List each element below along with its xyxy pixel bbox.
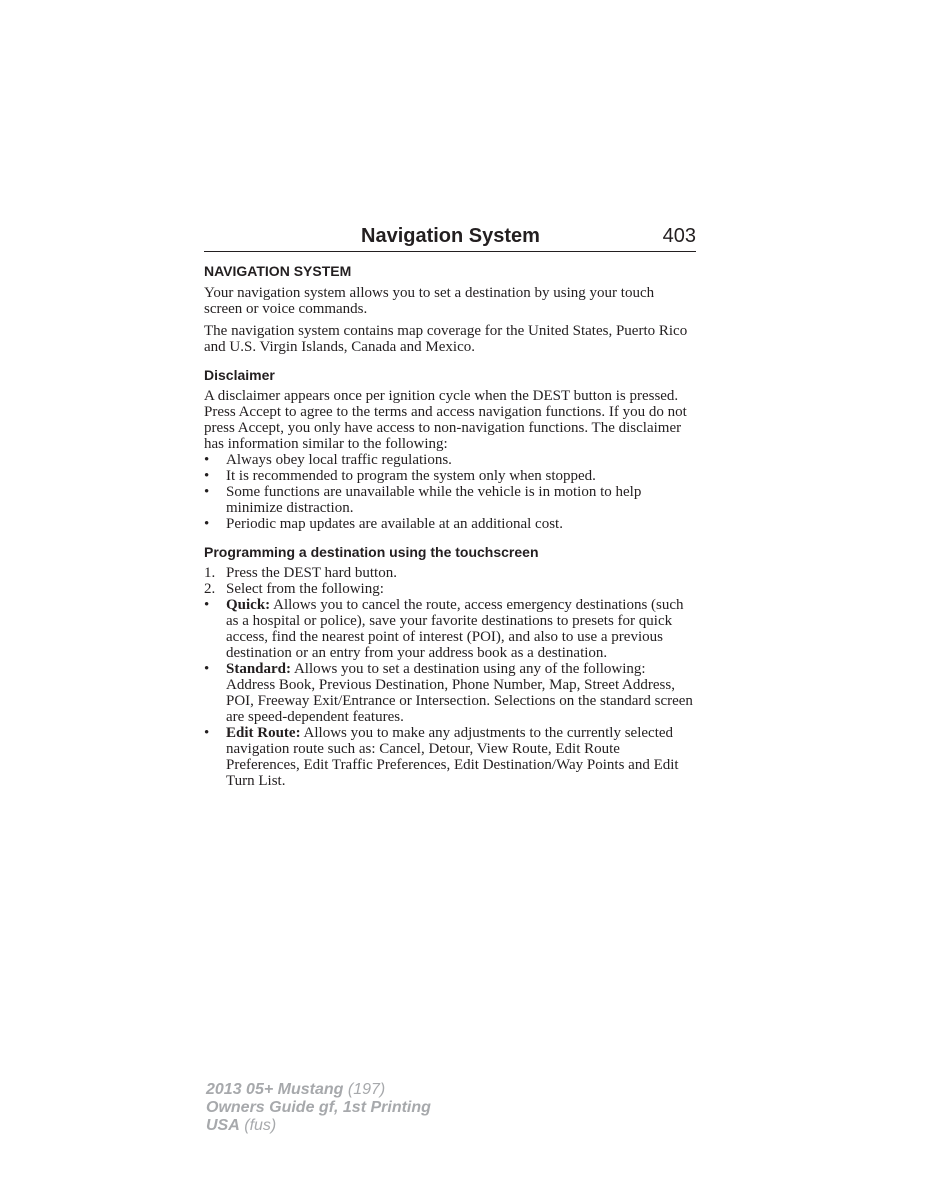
- list-item: [204, 484, 696, 516]
- programming-heading: Programming a destination using the touchscreen: [204, 544, 539, 560]
- bullet-icon: •: [204, 661, 210, 677]
- print-footer: [206, 1081, 431, 1135]
- option-item-quick: [204, 597, 696, 661]
- page-header: [204, 224, 696, 252]
- bullet-icon: •: [204, 516, 210, 532]
- steps-list: [204, 565, 696, 597]
- step-number: 1.: [204, 565, 216, 581]
- header-title: Navigation System: [361, 225, 540, 247]
- page-number: 403: [662, 225, 696, 247]
- section-heading: NAVIGATION SYSTEM: [204, 263, 352, 279]
- disclaimer-paragraph: A disclaimer appears once per ignition cycle when the DEST button is pressed. Press Accept to agree to the terms and access navigation functions. If you do not press Accept, you only have access to non-navigation functions. The disclaimer has information similar to the following:: [204, 388, 687, 452]
- list-item: [204, 452, 696, 468]
- bullet-icon: •: [204, 484, 210, 500]
- bullet-icon: •: [204, 468, 210, 484]
- step-number: 2.: [204, 581, 216, 597]
- options-list: [204, 597, 696, 789]
- footer-market-code: (fus): [244, 1117, 277, 1134]
- option-item-edit-route: [204, 725, 696, 789]
- bullet-icon: •: [204, 452, 210, 468]
- option-term: Standard:: [226, 661, 292, 677]
- list-item-text: Periodic map updates are available at an additional cost.: [226, 516, 563, 532]
- bullet-icon: •: [204, 725, 210, 741]
- step-item: [204, 581, 696, 597]
- disclaimer-heading: Disclaimer: [204, 367, 275, 383]
- bullet-icon: •: [204, 597, 210, 613]
- step-text: Press the DEST hard button.: [226, 565, 397, 581]
- footer-model: 2013 05+ Mustang: [206, 1081, 344, 1098]
- manual-page: [204, 224, 696, 789]
- footer-line-model: [206, 1081, 431, 1099]
- footer-model-code: (197): [347, 1081, 386, 1098]
- option-term: Quick:: [226, 597, 271, 613]
- footer-guide: Owners Guide gf, 1st Printing: [206, 1099, 431, 1116]
- footer-line-market: [206, 1117, 431, 1135]
- list-item-text: Some functions are unavailable while the vehicle is in motion to help minimize distraction.: [226, 484, 642, 516]
- intro-paragraph: Your navigation system allows you to set a destination by using your touch screen or voice commands.: [204, 285, 655, 317]
- option-term: Edit Route:: [226, 725, 301, 741]
- option-text: Allows you to make any adjustments to the currently selected navigation route such as: Cancel, Detour, View Route, Edit Route Preferences, Edit Traffic Preferences, Edit Destination/Way Points and Edit Turn List.: [226, 725, 679, 789]
- option-item-standard: [204, 661, 696, 725]
- step-text: Select from the following:: [226, 581, 384, 597]
- step-item: [204, 565, 696, 581]
- disclaimer-list: [204, 452, 696, 532]
- list-item-text: It is recommended to program the system only when stopped.: [226, 468, 596, 484]
- option-text: Allows you to set a destination using any of the following: Address Book, Previous Destination, Phone Number, Map, Street Address, POI, Freeway Exit/Entrance or Intersection. Selections on the standard screen are speed-dependent features.: [226, 661, 693, 725]
- option-text: Allows you to cancel the route, access emergency destinations (such as a hospital or police), save your favorite destinations to presets for quick access, find the nearest point of interest (POI), and also to use a previous destination or an entry from your address book as a destination.: [226, 597, 684, 661]
- list-item-text: Always obey local traffic regulations.: [226, 452, 452, 468]
- footer-line-guide: [206, 1099, 431, 1117]
- list-item: [204, 516, 696, 532]
- list-item: [204, 468, 696, 484]
- coverage-paragraph: The navigation system contains map coverage for the United States, Puerto Rico and U.S. Virgin Islands, Canada and Mexico.: [204, 323, 688, 355]
- footer-market: USA: [206, 1117, 240, 1134]
